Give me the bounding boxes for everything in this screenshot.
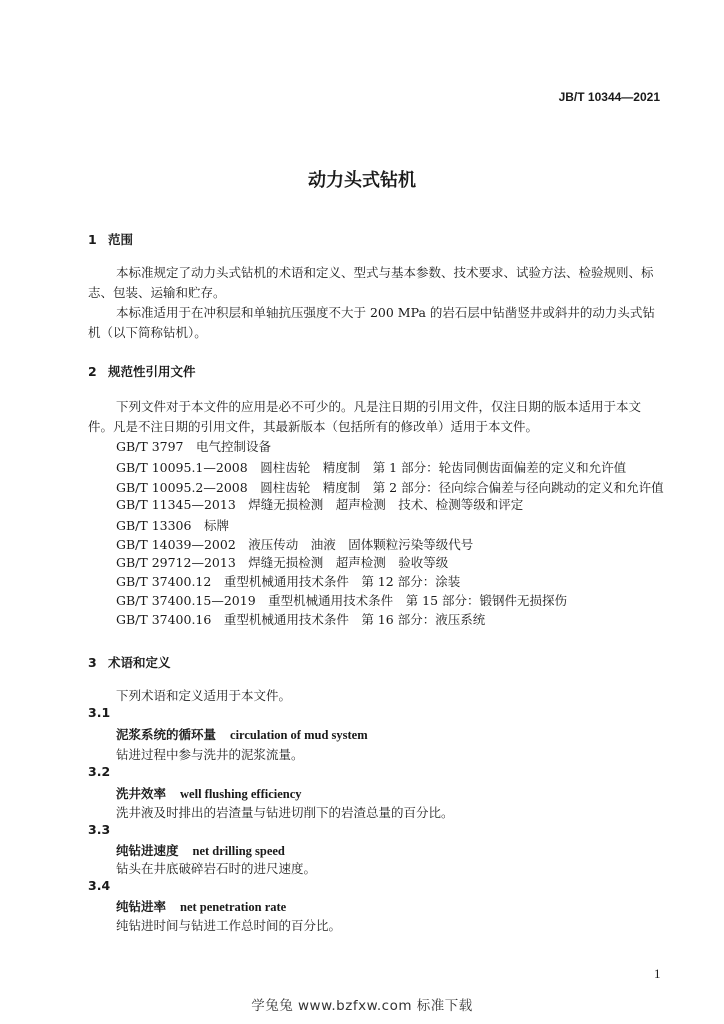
term-name-cn: 洗井效率 [116,786,167,801]
section-1-body [88,263,658,343]
reference-item: GB/T 37400.16 重型机械通用技术条件 第 16 部分：液压系统 [116,612,486,627]
paragraph: 下列文件对于本文件的应用是必不可少的。凡是注日期的引用文件，仅注日期的版本适用于本文件。凡是不注日期的引用文件，其最新版本（包括所有的修改单）适用于本文件。 [88,399,642,434]
term-name-en: well flushing efficiency [180,787,302,801]
reference-item: GB/T 14039—2002 液压传动 油液 固体颗粒污染等级代号 [116,537,474,552]
term-definition: 洗井液及时排出的岩渣量与钻进切削下的岩渣总量的百分比。 [116,805,454,820]
section-3-heading [88,653,171,671]
section-2-intro [88,397,658,437]
paragraph: 本标准适用于在冲积层和单轴抗压强度不大于 200 MPa 的岩石层中钻凿竖井或斜井的动力头式钻机（以下简称钻机）。 [88,305,655,340]
term-name-en: net penetration rate [180,900,287,914]
term-definition: 纯钻进时间与钻进工作总时间的百分比。 [116,918,342,933]
reference-item: GB/T 11345—2013 焊缝无损检测 超声检测 技术、检测等级和评定 [116,497,524,512]
section-number: 3 [88,655,97,670]
standard-number: JB/T 10344—2021 [558,90,660,104]
download-footer: 学兔兔 www.bzfxw.com 标准下载 [251,998,473,1014]
page-number: 1 [654,966,661,981]
document-title: 动力头式钻机 [308,170,416,191]
term-name-en: net drilling speed [192,844,285,858]
term-definition: 钻头在井底破碎岩石时的进尺速度。 [116,861,317,876]
term-number: 3.1 [88,705,111,720]
term-name-cn: 泥浆系统的循环量 [116,727,217,742]
section-title: 术语和定义 [108,655,171,670]
reference-item: GB/T 13306 标牌 [116,518,229,533]
term-number: 3.4 [88,878,111,893]
reference-item: GB/T 29712—2013 焊缝无损检测 超声检测 验收等级 [116,555,449,570]
reference-item: GB/T 3797 电气控制设备 [116,439,272,454]
term-name [116,725,368,743]
term-number: 3.2 [88,764,111,779]
term-name [116,784,302,802]
terms-intro: 下列术语和定义适用于本文件。 [116,688,292,703]
term-name-cn: 纯钻进速度 [116,843,179,858]
section-title: 范围 [108,232,134,247]
section-2-heading [88,362,196,380]
term-number: 3.3 [88,822,111,837]
section-title: 规范性引用文件 [108,364,196,379]
section-number: 1 [88,232,97,247]
term-name-cn: 纯钻进率 [116,899,167,914]
section-number: 2 [88,364,97,379]
reference-item: GB/T 10095.1—2008 圆柱齿轮 精度制 第 1 部分：轮齿同侧齿面偏差的定义和允许值 [116,460,627,475]
reference-item: GB/T 37400.15—2019 重型机械通用技术条件 第 15 部分：锻钢件无损探伤 [116,593,568,608]
reference-item: GB/T 10095.2—2008 圆柱齿轮 精度制 第 2 部分：径向综合偏差与径向跳动的定义和允许值 [116,480,664,495]
paragraph: 本标准规定了动力头式钻机的术语和定义、型式与基本参数、技术要求、试验方法、检验规则、标志、包装、运输和贮存。 [88,265,654,300]
reference-item: GB/T 37400.12 重型机械通用技术条件 第 12 部分：涂装 [116,574,461,589]
term-name [116,897,286,915]
section-1-heading [88,230,133,248]
term-name-en: circulation of mud system [230,728,368,742]
term-name [116,841,285,859]
term-definition: 钻进过程中参与洗井的泥浆流量。 [116,747,304,762]
